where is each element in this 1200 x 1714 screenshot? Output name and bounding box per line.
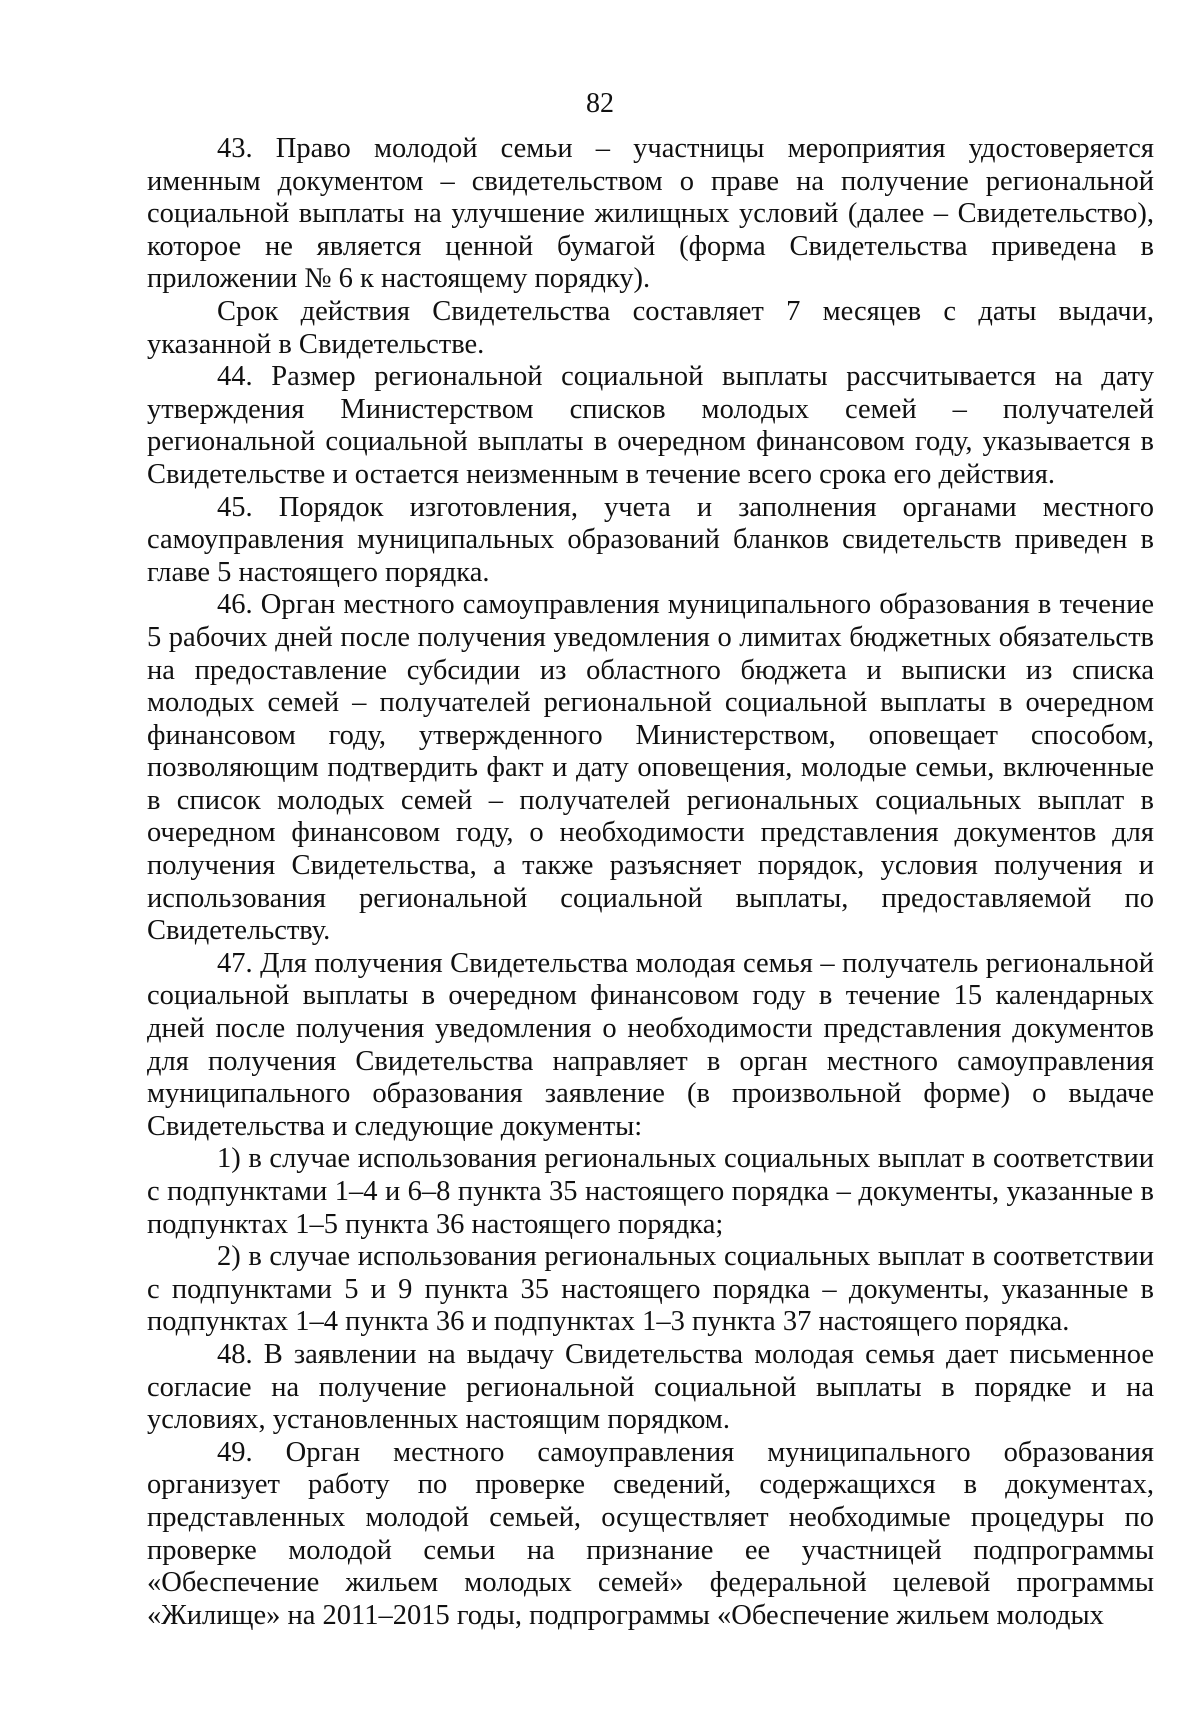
paragraph-45: 45. Порядок изготовления, учета и заполнения органами местного самоуправления муниципальных образований бланков свидетельств приведен в главе 5 настоящего порядка. [147,491,1154,588]
paragraph-49: 49. Орган местного самоуправления муниципального образования организует работу по проверке сведений, содержащихся в документах, представленных молодой семьей, осуществляет необходимые процедуры по проверке молодой семьи на признание ее участницей подпрограммы «Обеспечение жильем молодых семей» федеральной целевой программы «Жилище» на 2011–2015 годы, подпрограммы «Обеспечение жильем молодых [147,1436,1154,1631]
paragraph-certificate-validity: Срок действия Свидетельства составляет 7 месяцев с даты выдачи, указанной в Свидетельстве. [147,295,1154,360]
document-body [147,133,1154,1632]
page-number: 82 [586,88,614,119]
paragraph-46: 46. Орган местного самоуправления муниципального образования в течение 5 рабочих дней после получения уведомления о лимитах бюджетных обязательств на предоставление субсидии из областного бюджета и выписки из списка молодых семей – получателей региональной социальной выплаты в очередном финансовом году, утвержденного Министерством, оповещает способом, позволяющим подтвердить факт и дату оповещения, молодые семьи, включенные в список молодых семей – получателей региональных социальных выплат в очередном финансовом году, о необходимости представления документов для получения Свидетельства, а также разъясняет порядок, условия получения и использования региональной социальной выплаты, предоставляемой по Свидетельству. [147,589,1154,947]
paragraph-43: 43. Право молодой семьи – участницы мероприятия удостоверяется именным документом – свидетельством о праве на получение региональной социальной выплаты на улучшение жилищных условий (далее – Свидетельство), которое не является ценной бумагой (форма Свидетельства приведена в приложении № 6 к настоящему порядку). [147,133,1154,295]
paragraph-48: 48. В заявлении на выдачу Свидетельства молодая семья дает письменное согласие на получение региональной социальной выплаты в порядке и на условиях, установленных настоящим порядком. [147,1338,1154,1436]
paragraph-47-item-1: 1) в случае использования региональных социальных выплат в соответствии с подпунктами 1–4 и 6–8 пункта 35 настоящего порядка – документы, указанные в подпунктах 1–5 пункта 36 настоящего порядка; [147,1143,1154,1240]
paragraph-47: 47. Для получения Свидетельства молодая семья – получатель региональной социальной выплаты в очередном финансовом году в течение 15 календарных дней после получения уведомления о необходимости представления документов для получения Свидетельства направляет в орган местного самоуправления муниципального образования заявление (в произвольной форме) о выдаче Свидетельства и следующие документы: [147,947,1154,1142]
paragraph-47-item-2: 2) в случае использования региональных социальных выплат в соответствии с подпунктами 5 и 9 пункта 35 настоящего порядка – документы, указанные в подпунктах 1–4 пункта 36 и подпунктах 1–3 пункта 37 настоящего порядка. [147,1241,1154,1338]
paragraph-44: 44. Размер региональной социальной выплаты рассчитывается на дату утверждения Министерством списков молодых семей – получателей региональной социальной выплаты в очередном финансовом году, указывается в Свидетельстве и остается неизменным в течение всего срока его действия. [147,361,1154,490]
